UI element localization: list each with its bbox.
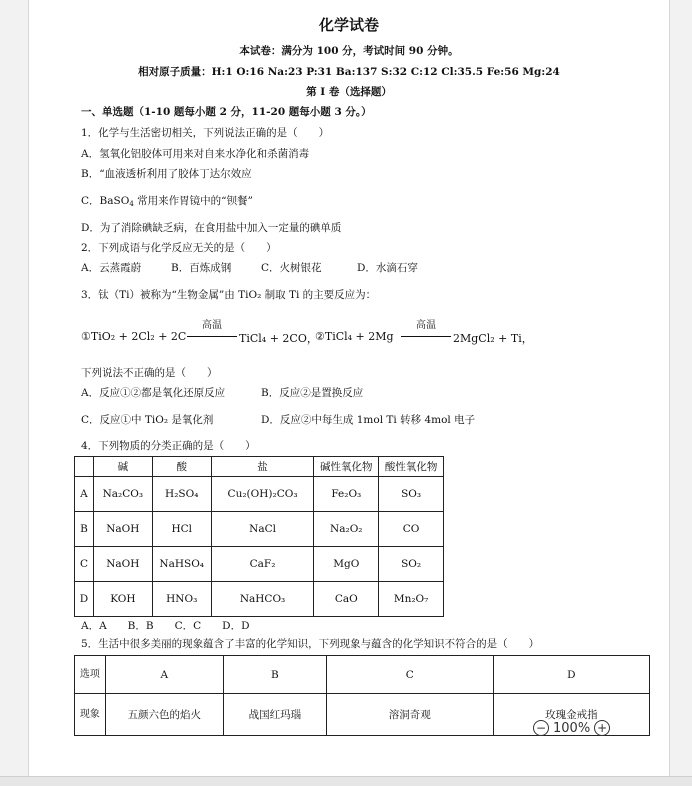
q3-equation-1-left: ①TiO₂ + 2Cl₂ + 2C (81, 330, 187, 343)
q1-option-a: A．氢氧化铝胶体可用来对自来水净化和杀菌消毒 (81, 148, 310, 160)
q1-option-c: C．BaSO$_4$ 常用来作胃镜中的“钡餐” (81, 195, 253, 208)
q3-equation-1-condition: 高温 (202, 320, 222, 331)
table-header-cell: 酸性氧化物 (379, 457, 444, 477)
table-cell: 五颜六色的焰火 (105, 694, 223, 736)
q1-option-b: B．“血液透析利用了胶体丁达尔效应 (81, 168, 252, 180)
table-cell: B (75, 512, 94, 547)
table-header-cell: D (493, 656, 649, 694)
exam-info: 本试卷：满分为 100 分，考试时间 90 分钟。 (239, 45, 459, 57)
q4-options: A．A B．B C．C D．D (81, 620, 250, 632)
table-cell: NaCl (211, 512, 314, 547)
q3-equation-1-right: TiCl₄ + 2CO， (239, 332, 318, 345)
table-cell: SO₃ (379, 477, 444, 512)
exam-title: 化学试卷 (318, 16, 379, 34)
table-cell: D (75, 582, 94, 617)
table-header-cell: 碱 (93, 457, 152, 477)
table-row (75, 512, 444, 547)
q3-equation-2-arrow (401, 336, 451, 337)
table-header-cell: B (223, 656, 326, 694)
q3-stem: 3．钛（Ti）被称为“生物金属”由 TiO₂ 制取 Ti 的主要反应为： (81, 289, 377, 301)
table-cell: 现象 (75, 694, 106, 736)
q3-option-a: A．反应①②都是氧化还原反应 (81, 387, 226, 399)
zoom-level: 100% (553, 720, 591, 736)
table-cell: SO₂ (379, 547, 444, 582)
table-cell: A (75, 477, 94, 512)
q3-option-b: B．反应②是置换反应 (261, 387, 364, 399)
q2-option-c: C．火树银花 (261, 262, 322, 274)
table-header-cell: 选项 (75, 656, 106, 694)
q3-equation-2-left: ②TiCl₄ + 2Mg (315, 330, 394, 343)
q4-classification-table (74, 456, 444, 617)
table-header-row (75, 656, 650, 694)
table-cell: Fe₂O₃ (314, 477, 379, 512)
q3-equation-2-right: 2MgCl₂ + Ti， (453, 332, 533, 345)
table-header-cell: C (326, 656, 493, 694)
table-row (75, 547, 444, 582)
q3-option-c: C．反应①中 TiO₂ 是氧化剂 (81, 414, 214, 426)
table-header-row (75, 457, 444, 477)
q2-option-d: D．水滴石穿 (357, 262, 418, 274)
table-cell: Na₂CO₃ (93, 477, 152, 512)
table-cell: NaOH (93, 512, 152, 547)
table-cell: NaHSO₄ (152, 547, 211, 582)
table-cell: CO (379, 512, 444, 547)
table-cell: CaF₂ (211, 547, 314, 582)
q5-stem: 5．生活中很多美丽的现象蕴含了丰富的化学知识，下列现象与蕴含的化学知识不符合的是（ ） (81, 638, 540, 650)
table-cell: 溶洞奇观 (326, 694, 493, 736)
table-row (75, 477, 444, 512)
table-header-cell: A (105, 656, 223, 694)
table-cell: HCl (152, 512, 211, 547)
table-cell: 玫瑰金戒指 (493, 694, 649, 736)
table-header-cell: 碱性氧化物 (314, 457, 379, 477)
q3-equation-1-arrow (187, 336, 237, 337)
atomic-mass-line: 相对原子质量：H:1 O:16 Na:23 P:31 Ba:137 S:32 C:12 Cl:35.5 Fe:56 Mg:24 (138, 66, 560, 78)
table-cell: HNO₃ (152, 582, 211, 617)
q3-equation-2-condition: 高温 (416, 320, 436, 331)
q3-option-d: D．反应②中每生成 1mol Ti 转移 4mol 电子 (261, 414, 476, 426)
q1-option-d: D．为了消除碘缺乏病，在食用盐中加入一定量的碘单质 (81, 222, 342, 234)
zoom-in-button[interactable]: + (594, 720, 610, 736)
table-cell: NaOH (93, 547, 152, 582)
document-page (28, 0, 670, 776)
table-row (75, 582, 444, 617)
table-cell: Mn₂O₇ (379, 582, 444, 617)
table-cell: C (75, 547, 94, 582)
table-cell: MgO (314, 547, 379, 582)
q4-stem: 4．下列物质的分类正确的是（ ） (81, 440, 256, 452)
table-header-cell (75, 457, 94, 477)
table-cell: Cu₂(OH)₂CO₃ (211, 477, 314, 512)
table-cell: H₂SO₄ (152, 477, 211, 512)
zoom-out-button[interactable]: − (533, 720, 549, 736)
part-title: 一、单选题（1-10 题每小题 2 分，11-20 题每小题 3 分。） (81, 106, 372, 118)
table-cell: Na₂O₂ (314, 512, 379, 547)
zoom-control (533, 720, 610, 736)
q2-option-a: A．云蒸霞蔚 (81, 262, 142, 274)
table-cell: KOH (93, 582, 152, 617)
q2-stem: 2．下列成语与化学反应无关的是（ ） (81, 242, 277, 254)
section-title: 第 I 卷（选择题） (306, 86, 392, 98)
q3-ask: 下列说法不正确的是（ ） (81, 367, 218, 379)
table-cell: 战国红玛瑙 (223, 694, 326, 736)
table-header-cell: 盐 (211, 457, 314, 477)
table-cell: NaHCO₃ (211, 582, 314, 617)
q2-option-b: B．百炼成钢 (171, 262, 232, 274)
table-header-cell: 酸 (152, 457, 211, 477)
q1-stem: 1．化学与生活密切相关，下列说法正确的是（ ） (81, 127, 330, 139)
table-cell: CaO (314, 582, 379, 617)
